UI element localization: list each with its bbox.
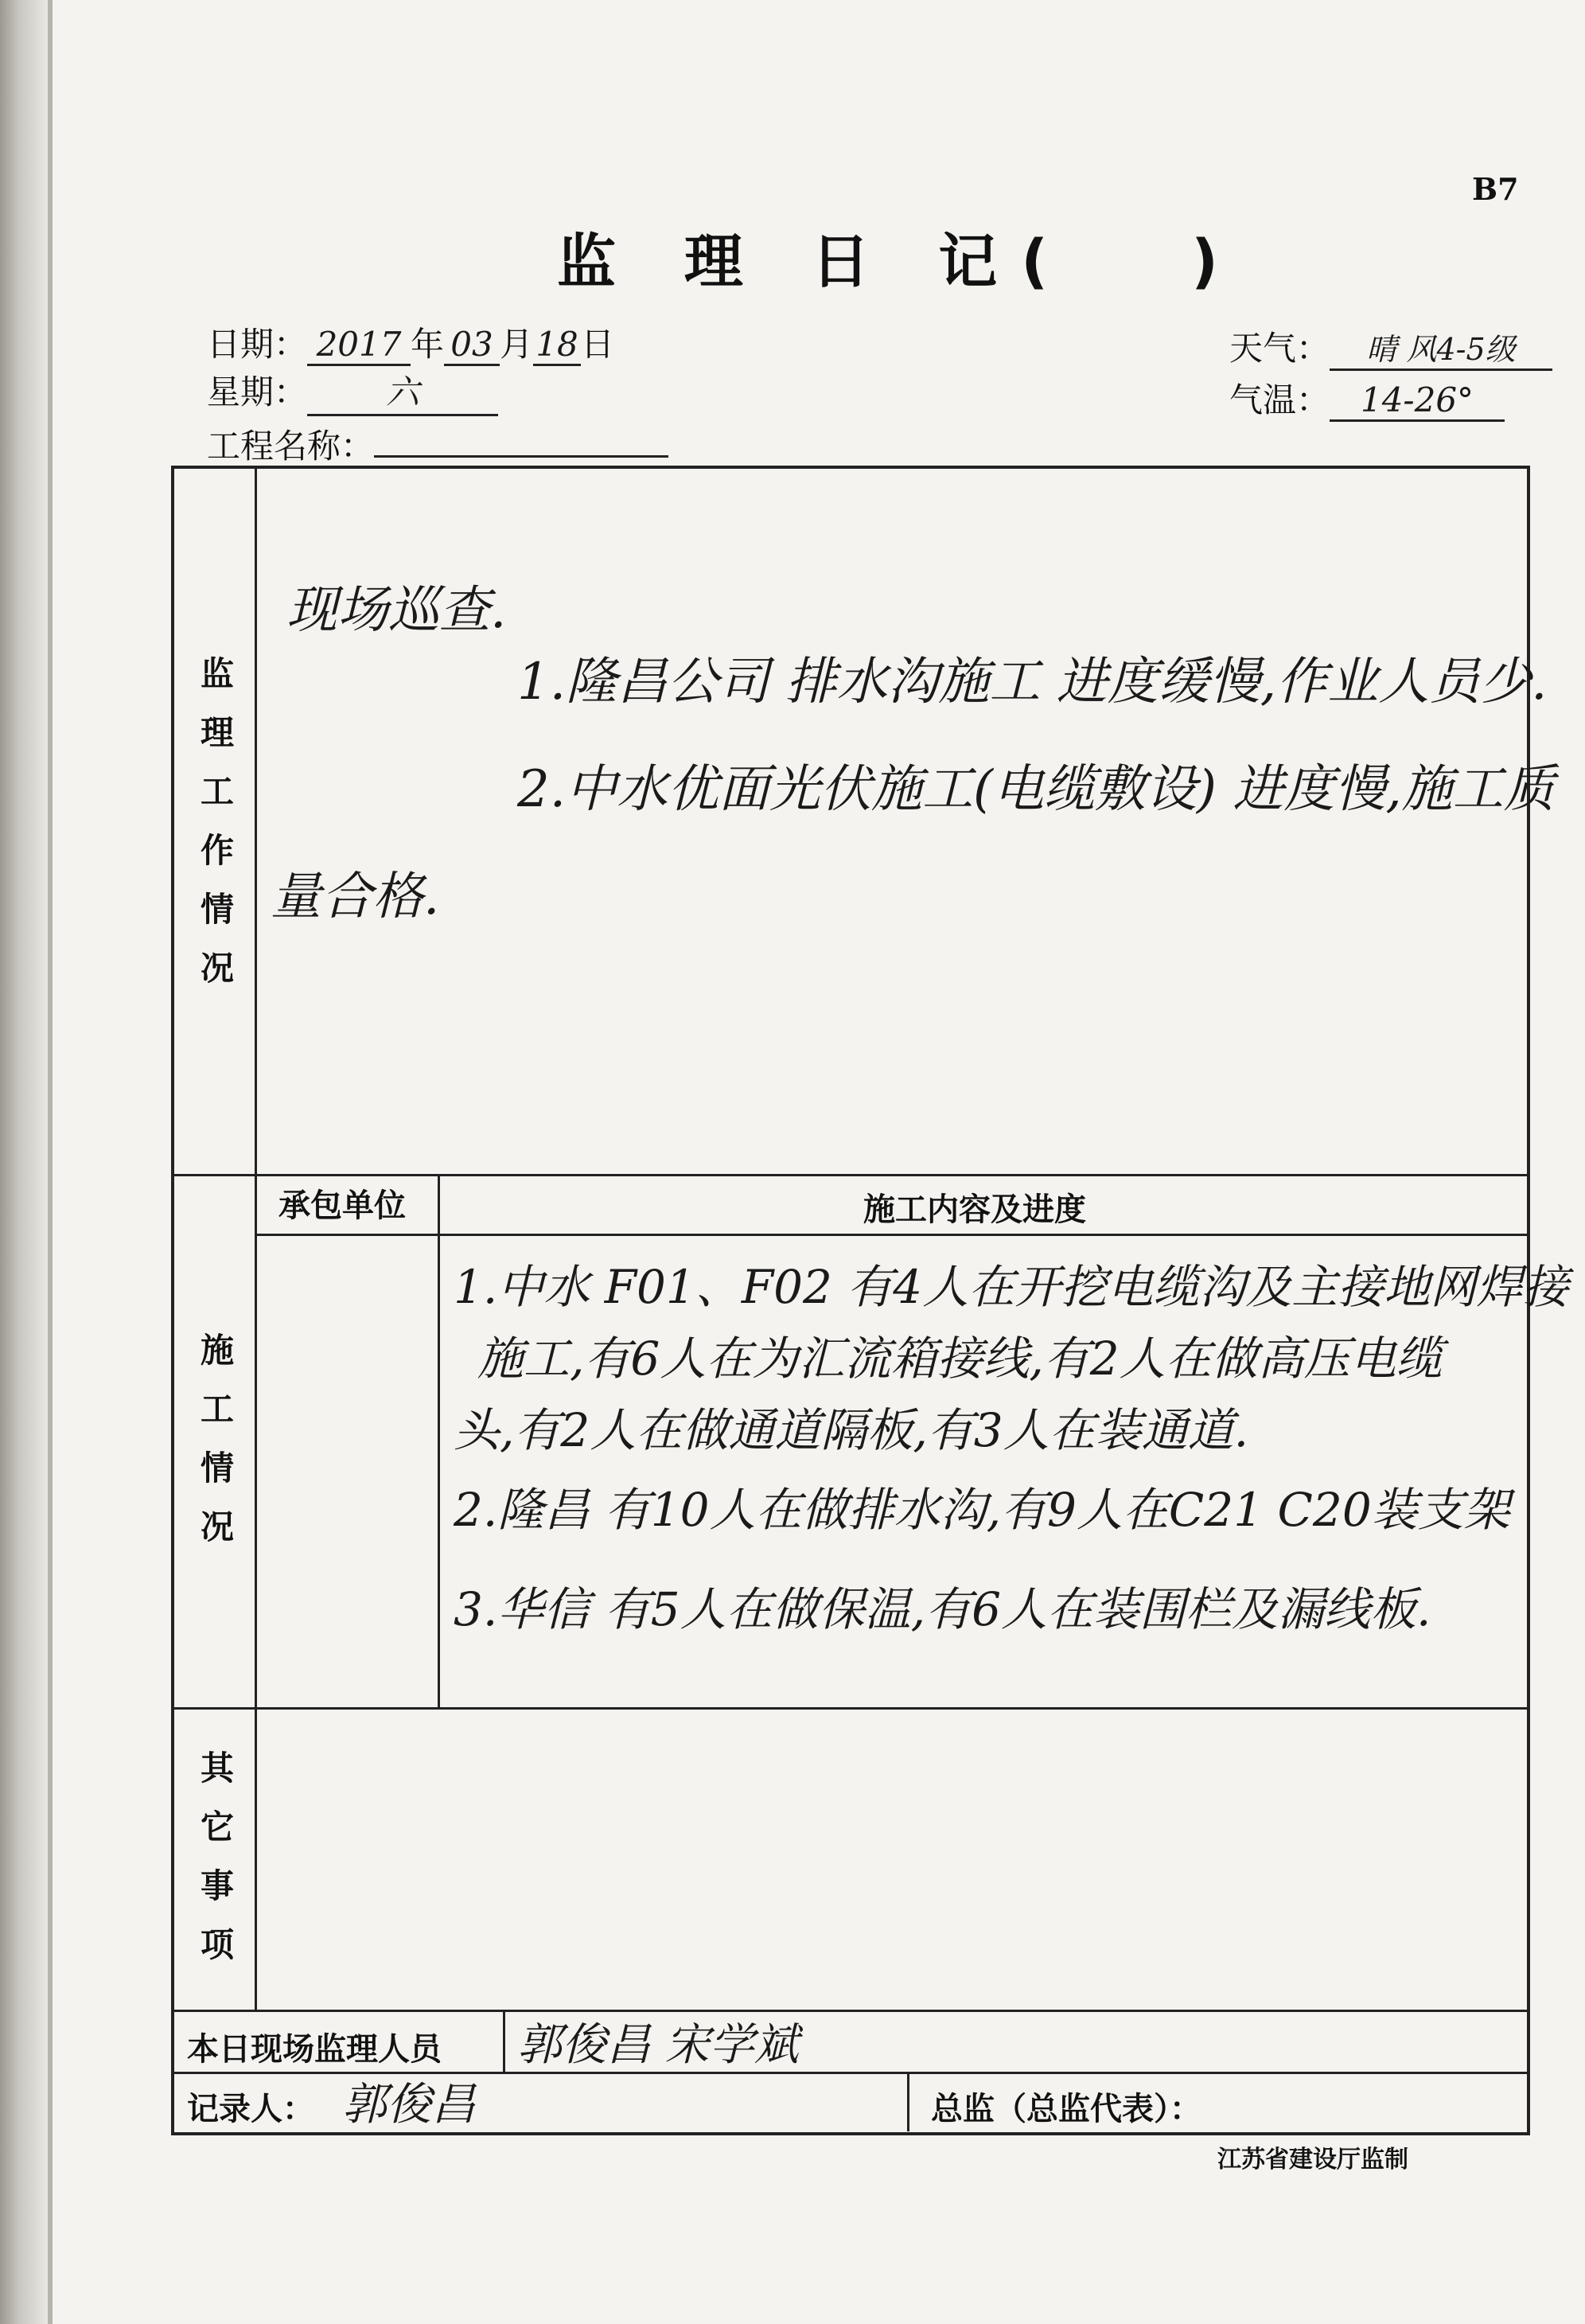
label-column-divider — [255, 466, 257, 2010]
date-month: 03 — [444, 325, 500, 366]
content-column-header: 施工内容及进度 — [863, 1191, 1086, 1228]
construction-line-4: 2.隆昌 有10人在做排水沟,有9人在C21 C20装支架 — [454, 1483, 1510, 1537]
weekday-value: 六 — [307, 366, 498, 416]
project-row — [207, 420, 668, 468]
month-unit: 月 — [500, 325, 534, 364]
weather-value: 晴 风4-5级 — [1330, 325, 1552, 371]
page-edge — [48, 0, 53, 2324]
construction-line-1: 1.中水 F01、F02 有4人在开挖电缆沟及主接地网焊接 — [454, 1260, 1569, 1314]
supervision-line-3: 2.中水优面光伏施工(电缆敷设) 进度慢,施工质 — [517, 760, 1555, 819]
weather-label: 天气： — [1229, 329, 1330, 368]
onsite-label-divider — [503, 2010, 505, 2072]
date-label: 日期： — [207, 325, 308, 364]
recorder-label: 记录人： — [187, 2091, 314, 2127]
construction-line-2: 施工,有6人在为汇流箱接线,有2人在做高压电缆 — [477, 1332, 1443, 1386]
supervision-line-2: 1.隆昌公司 排水沟施工 进度缓慢,作业人员少. — [517, 653, 1548, 712]
year-unit: 年 — [411, 325, 445, 364]
contractor-column-header: 承包单位 — [278, 1187, 406, 1224]
title-close: ) — [1191, 228, 1242, 296]
chief-supervisor-label: 总监（总监代表）： — [931, 2091, 1201, 2127]
date-row — [207, 318, 614, 366]
onsite-staff-label: 本日现场监理人员 — [187, 2031, 442, 2068]
form-code: B7 — [1472, 171, 1519, 207]
project-value — [374, 423, 668, 458]
supervision-line-4: 量合格. — [271, 868, 440, 926]
section-divider-3 — [171, 2010, 1527, 2012]
recorder-divider — [907, 2072, 909, 2131]
temp-label: 气温： — [1229, 380, 1330, 419]
construction-line-3: 头,有2人在做通道隔板,有3人在装通道. — [454, 1403, 1249, 1457]
title-text: 监 理 日 记( — [557, 228, 1073, 296]
contractor-column-divider — [438, 1174, 440, 1707]
weekday-label: 星期： — [207, 372, 308, 411]
construction-header-divider — [255, 1234, 1527, 1236]
temp-value: 14-26° — [1330, 380, 1505, 422]
other-label: 其它事项 — [200, 1749, 234, 1964]
weekday-row — [207, 366, 498, 416]
section-divider-2 — [171, 1707, 1527, 1710]
issuer-note: 江苏省建设厅监制 — [1217, 2146, 1408, 2174]
supervision-label: 监理工作情况 — [200, 654, 234, 988]
day-unit: 日 — [581, 325, 615, 364]
date-day: 18 — [533, 325, 581, 366]
construction-label: 施工情况 — [200, 1331, 234, 1546]
page-title — [557, 215, 1242, 299]
recorder-value: 郭俊昌 — [342, 2079, 476, 2131]
construction-line-5: 3.华信 有5人在做保温,有6人在装围栏及漏线板. — [454, 1582, 1431, 1636]
book-spine — [0, 0, 48, 2324]
temperature-row — [1229, 374, 1505, 422]
weather-row — [1229, 322, 1552, 371]
project-label: 工程名称： — [207, 427, 375, 466]
supervision-line-1: 现场巡查. — [286, 581, 507, 640]
date-year: 2017 — [307, 325, 411, 366]
onsite-staff-value: 郭俊昌 宋学斌 — [517, 2019, 799, 2071]
section-divider-1 — [171, 1174, 1527, 1176]
